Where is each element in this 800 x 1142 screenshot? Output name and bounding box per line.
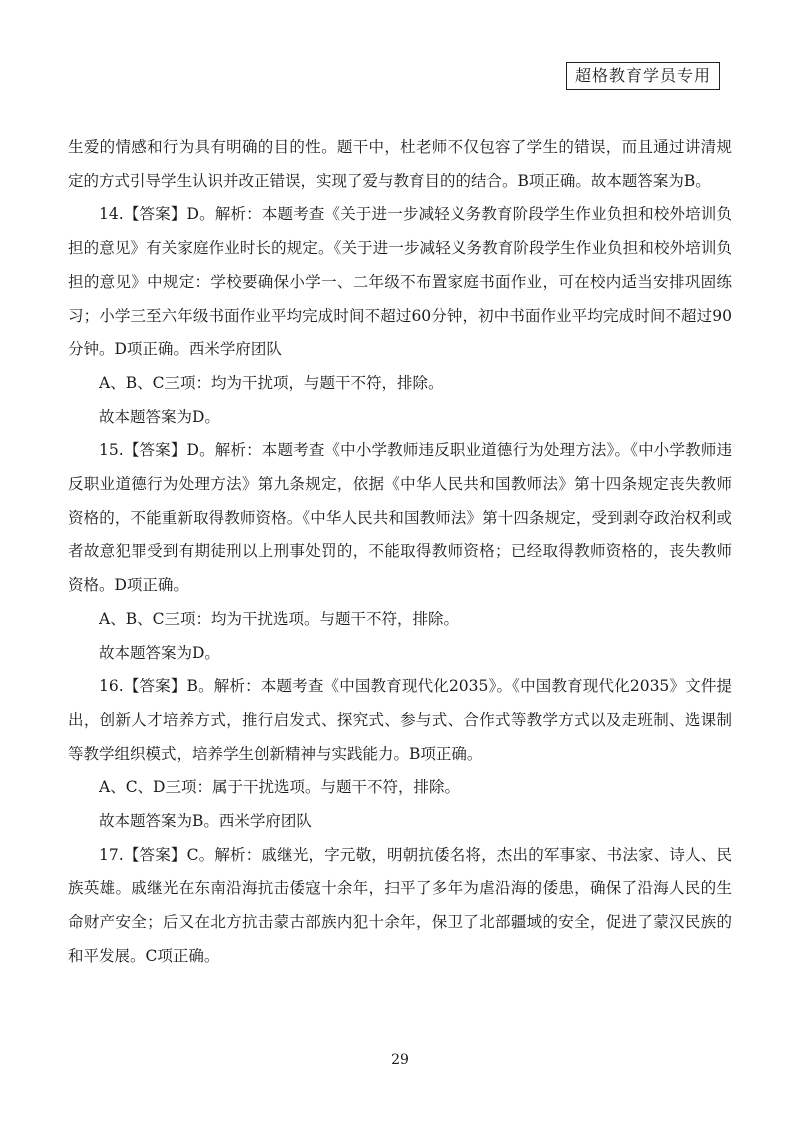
paragraph: 14.【答案】D。解析：本题考查《关于进一步减轻义务教育阶段学生作业负担和校外培训负担的意见》有关家庭作业时长的规定。《关于进一步减轻义务教育阶段学生作业负担和校外培训负担的意见》中规定：学校要确保小学一、二年级不布置家庭书面作业，可在校内适当安排巩固练习；小学三至六年级书面作业平均完成时间不超过60分钟，初中书面作业平均完成时间不超过90分钟。D项正确。西米学府团队 [68,205,732,359]
paragraph: 16.【答案】B。解析：本题考查《中国教育现代化2035》。《中国教育现代化2035》文件提出，创新人才培养方式，推行启发式、探究式、参与式、合作式等教学方式以及走班制、选课制等教学组织模式，培养学生创新精神与实践能力。B项正确。 [68,677,732,763]
paragraph: A、B、C三项：均为干扰选项。与题干不符，排除。 [99,609,459,628]
paragraph: 17.【答案】C。解析：戚继光，字元敬，明朝抗倭名将，杰出的军事家、书法家、诗人、民族英雄。戚继光在东南沿海抗击倭寇十余年，扫平了多年为虐沿海的倭患，确保了沿海人民的生命财产安全；后又在北方抗击蒙古部族内犯十余年，保卫了北部疆域的安全，促进了蒙汉民族的和平发展。C项正确。 [68,845,732,965]
paragraph: 生爱的情感和行为具有明确的目的性。题干中，杜老师不仅包容了学生的错误，而且通过讲清规定的方式引导学生认识并改正错误，实现了爱与教育目的的结合。B项正确。故本题答案为B。 [68,138,732,190]
paragraph: 故本题答案为B。西米学府团队 [99,812,312,831]
paragraph: A、B、C三项：均为干扰项，与题干不符，排除。 [99,373,444,392]
paragraph: 故本题答案为D。 [99,407,220,426]
page-number: 29 [391,1052,409,1068]
paragraph: A、C、D三项：属于干扰选项。与题干不符，排除。 [99,778,460,797]
paragraph: 15.【答案】D。解析：本题考查《中小学教师违反职业道德行为处理方法》。《中小学教师违反职业道德行为处理方法》第九条规定，依据《中华人民共和国教师法》第十四条规定丧失教师资格的，不能重新取得教师资格。《中华人民共和国教师法》第十四条规定，受到剥夺政治权利或者故意犯罪受到有期徒刑以上刑事处罚的，不能取得教师资格；已经取得教师资格的，丧失教师资格。D项正确。 [68,441,732,595]
document-body [68,131,732,974]
paragraph: 故本题答案为D。 [99,643,220,662]
header-label: 超格教育学员专用 [566,62,720,90]
